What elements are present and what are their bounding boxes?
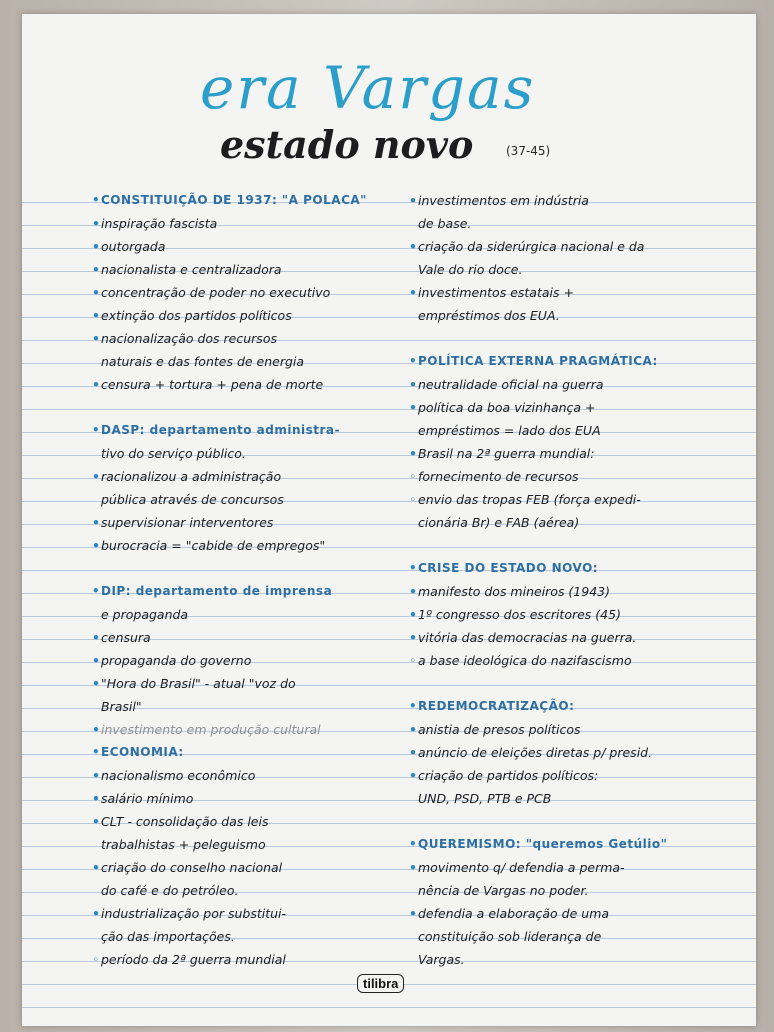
note-text: nacionalismo econômico bbox=[101, 768, 256, 783]
note-text: a base ideológica do nazifascismo bbox=[418, 653, 632, 668]
note-text: criação do conselho nacional bbox=[101, 860, 283, 875]
note-text: outorgada bbox=[101, 239, 166, 254]
note-line bbox=[92, 902, 404, 925]
note-text: manifesto dos mineiros (1943) bbox=[418, 584, 610, 599]
note-line bbox=[409, 373, 744, 396]
note-line bbox=[409, 787, 744, 810]
dot-bullet-icon: • bbox=[409, 377, 417, 392]
note-line bbox=[92, 281, 404, 304]
note-text: movimento q/ defendia a perma- bbox=[418, 860, 625, 875]
note-text: cionária Br) e FAB (aérea) bbox=[418, 515, 580, 530]
note-line bbox=[92, 327, 404, 350]
dot-bullet-icon: • bbox=[92, 285, 100, 300]
dot-bullet-icon: • bbox=[92, 216, 100, 231]
dot-bullet-icon: • bbox=[92, 515, 100, 530]
dot-bullet-icon: • bbox=[92, 768, 100, 783]
note-line bbox=[92, 350, 404, 373]
dot-bullet-icon: • bbox=[92, 262, 100, 277]
note-line bbox=[92, 534, 404, 557]
dot-bullet-icon: • bbox=[409, 193, 417, 208]
note-line bbox=[409, 948, 744, 971]
note-line bbox=[92, 810, 404, 833]
note-text: Vale do rio doce. bbox=[418, 262, 523, 277]
note-text: salário mínimo bbox=[101, 791, 194, 806]
note-text: fornecimento de recursos bbox=[418, 469, 579, 484]
note-text: nência de Vargas no poder. bbox=[418, 883, 589, 898]
section-heading bbox=[409, 695, 744, 718]
dot-bullet-icon: • bbox=[409, 285, 417, 300]
ring-bullet-icon: ◦ bbox=[92, 952, 100, 967]
note-text: anúncio de eleições diretas p/ presid. bbox=[418, 745, 653, 760]
page-subtitle: estado novo bbox=[220, 122, 474, 167]
note-line bbox=[409, 258, 744, 281]
note-line bbox=[92, 258, 404, 281]
section-heading bbox=[409, 557, 744, 580]
note-line bbox=[92, 235, 404, 258]
note-text: constituição sob liderança de bbox=[418, 929, 602, 944]
note-line bbox=[409, 672, 744, 695]
dot-bullet-icon: • bbox=[92, 630, 100, 645]
note-text: criação da siderúrgica nacional e da bbox=[418, 239, 645, 254]
note-line bbox=[92, 603, 404, 626]
note-line bbox=[92, 718, 404, 741]
note-text: "Hora do Brasil" - atual "voz do bbox=[101, 676, 296, 691]
dot-bullet-icon: • bbox=[409, 607, 417, 622]
notebook-page bbox=[22, 14, 756, 1026]
dot-bullet-icon: • bbox=[409, 906, 417, 921]
note-line bbox=[92, 511, 404, 534]
dot-bullet-icon: • bbox=[92, 860, 100, 875]
note-line bbox=[409, 925, 744, 948]
note-line bbox=[409, 603, 744, 626]
note-line bbox=[92, 649, 404, 672]
note-text: supervisionar interventores bbox=[101, 515, 274, 530]
note-line bbox=[92, 879, 404, 902]
dot-bullet-icon: • bbox=[409, 400, 417, 415]
dot-bullet-icon: • bbox=[92, 653, 100, 668]
note-line bbox=[409, 580, 744, 603]
page-title: era Vargas bbox=[200, 54, 536, 122]
note-text: Brasil na 2ª guerra mundial: bbox=[418, 446, 595, 461]
note-line bbox=[409, 327, 744, 350]
dot-bullet-icon: • bbox=[92, 538, 100, 553]
dot-bullet-icon: • bbox=[92, 193, 101, 207]
dot-bullet-icon: • bbox=[409, 768, 417, 783]
note-text: UND, PSD, PTB e PCB bbox=[418, 791, 552, 806]
note-line bbox=[92, 948, 404, 971]
note-text: envio das tropas FEB (força expedi- bbox=[418, 492, 641, 507]
note-line bbox=[409, 235, 744, 258]
note-text: POLÍTICA EXTERNA PRAGMÁTICA: bbox=[418, 354, 658, 368]
note-line bbox=[92, 925, 404, 948]
dot-bullet-icon: • bbox=[409, 699, 418, 713]
dot-bullet-icon: • bbox=[92, 239, 100, 254]
notes-left-column bbox=[92, 189, 404, 971]
note-line bbox=[409, 902, 744, 925]
note-line bbox=[92, 856, 404, 879]
note-line bbox=[409, 810, 744, 833]
dot-bullet-icon: • bbox=[92, 722, 100, 737]
note-line bbox=[409, 856, 744, 879]
note-text: tivo do serviço público. bbox=[101, 446, 246, 461]
note-text: censura + tortura + pena de morte bbox=[101, 377, 324, 392]
note-line bbox=[409, 419, 744, 442]
note-text: REDEMOCRATIZAÇÃO: bbox=[418, 699, 575, 713]
note-text: vitória das democracias na guerra. bbox=[418, 630, 637, 645]
note-line bbox=[92, 626, 404, 649]
note-line bbox=[409, 718, 744, 741]
note-text: 1º congresso dos escritores (45) bbox=[418, 607, 621, 622]
note-line bbox=[409, 626, 744, 649]
note-line bbox=[409, 212, 744, 235]
note-text: período da 2ª guerra mundial bbox=[101, 952, 286, 967]
dot-bullet-icon: • bbox=[92, 814, 100, 829]
section-heading bbox=[409, 833, 744, 856]
note-text: Brasil" bbox=[101, 699, 142, 714]
note-line bbox=[92, 442, 404, 465]
note-text: burocracia = "cabide de empregos" bbox=[101, 538, 326, 553]
dot-bullet-icon: • bbox=[409, 860, 417, 875]
note-text: pública através de concursos bbox=[101, 492, 284, 507]
note-line bbox=[92, 764, 404, 787]
note-text: censura bbox=[101, 630, 151, 645]
note-line bbox=[409, 465, 744, 488]
note-line bbox=[92, 465, 404, 488]
note-line bbox=[92, 373, 404, 396]
dot-bullet-icon: • bbox=[92, 377, 100, 392]
note-text: nacionalização dos recursos bbox=[101, 331, 277, 346]
note-text: política da boa vizinhança + bbox=[418, 400, 596, 415]
section-heading bbox=[92, 419, 404, 442]
ring-bullet-icon: ◦ bbox=[409, 492, 417, 507]
note-line bbox=[409, 741, 744, 764]
dot-bullet-icon: • bbox=[92, 584, 101, 598]
note-text: CRISE DO ESTADO NOVO: bbox=[418, 561, 599, 575]
note-line bbox=[409, 511, 744, 534]
note-line bbox=[409, 649, 744, 672]
note-line bbox=[409, 442, 744, 465]
note-line bbox=[92, 672, 404, 695]
note-text: extinção dos partidos políticos bbox=[101, 308, 292, 323]
note-text: Vargas. bbox=[418, 952, 465, 967]
note-text: racionalizou a administração bbox=[101, 469, 282, 484]
note-text: criação de partidos políticos: bbox=[418, 768, 599, 783]
note-text: CLT - consolidação das leis bbox=[101, 814, 269, 829]
dot-bullet-icon: • bbox=[409, 722, 417, 737]
note-line bbox=[92, 787, 404, 810]
dot-bullet-icon: • bbox=[409, 446, 417, 461]
note-line bbox=[92, 695, 404, 718]
note-line bbox=[409, 189, 744, 212]
dot-bullet-icon: • bbox=[92, 423, 101, 437]
note-text: ção das importações. bbox=[101, 929, 235, 944]
note-text: investimentos estatais + bbox=[418, 285, 574, 300]
note-text: defendia a elaboração de uma bbox=[418, 906, 610, 921]
notes-right-column bbox=[409, 189, 744, 971]
dot-bullet-icon: • bbox=[92, 676, 100, 691]
dot-bullet-icon: • bbox=[92, 906, 100, 921]
note-text: ECONOMIA: bbox=[101, 745, 184, 759]
note-text: empréstimos = lado dos EUA bbox=[418, 423, 601, 438]
section-heading bbox=[92, 741, 404, 764]
note-line bbox=[92, 212, 404, 235]
note-line bbox=[92, 557, 404, 580]
dot-bullet-icon: • bbox=[409, 584, 417, 599]
note-text: do café e do petróleo. bbox=[101, 883, 239, 898]
dot-bullet-icon: • bbox=[92, 308, 100, 323]
note-text: trabalhistas + peleguismo bbox=[101, 837, 266, 852]
note-text: propaganda do governo bbox=[101, 653, 252, 668]
note-text: empréstimos dos EUA. bbox=[418, 308, 560, 323]
section-heading bbox=[92, 580, 404, 603]
note-text: DASP: departamento administra- bbox=[101, 423, 341, 437]
note-text: nacionalista e centralizadora bbox=[101, 262, 282, 277]
note-line bbox=[92, 304, 404, 327]
note-text: de base. bbox=[418, 216, 472, 231]
dot-bullet-icon: • bbox=[409, 630, 417, 645]
note-text: QUEREMISMO: "queremos Getúlio" bbox=[418, 837, 668, 851]
dot-bullet-icon: • bbox=[92, 745, 101, 759]
note-line bbox=[409, 534, 744, 557]
note-text: neutralidade oficial na guerra bbox=[418, 377, 604, 392]
dot-bullet-icon: • bbox=[92, 791, 100, 806]
note-line bbox=[92, 396, 404, 419]
dot-bullet-icon: • bbox=[409, 837, 418, 851]
note-line bbox=[92, 488, 404, 511]
note-text: naturais e das fontes de energia bbox=[101, 354, 305, 369]
dot-bullet-icon: • bbox=[409, 354, 418, 368]
note-line bbox=[409, 879, 744, 902]
note-text: concentração de poder no executivo bbox=[101, 285, 331, 300]
note-line bbox=[409, 488, 744, 511]
note-text: e propaganda bbox=[101, 607, 189, 622]
note-line bbox=[409, 764, 744, 787]
note-text: DIP: departamento de imprensa bbox=[101, 584, 333, 598]
ring-bullet-icon: ◦ bbox=[409, 653, 417, 668]
title-years: (37-45) bbox=[506, 144, 551, 158]
note-line bbox=[92, 833, 404, 856]
note-text: anistia de presos políticos bbox=[418, 722, 581, 737]
dot-bullet-icon: • bbox=[92, 469, 100, 484]
ring-bullet-icon: ◦ bbox=[409, 469, 417, 484]
note-text: investimento em produção cultural bbox=[101, 722, 321, 737]
note-line bbox=[409, 281, 744, 304]
note-text: industrialização por substitui- bbox=[101, 906, 287, 921]
note-text: investimentos em indústria bbox=[418, 193, 589, 208]
dot-bullet-icon: • bbox=[409, 745, 417, 760]
note-line bbox=[409, 304, 744, 327]
section-heading bbox=[92, 189, 404, 212]
section-heading bbox=[409, 350, 744, 373]
note-line bbox=[409, 396, 744, 419]
note-text: inspiração fascista bbox=[101, 216, 218, 231]
dot-bullet-icon: • bbox=[92, 331, 100, 346]
brand-logo: tilibra bbox=[357, 974, 404, 993]
dot-bullet-icon: • bbox=[409, 561, 418, 575]
note-text: CONSTITUIÇÃO DE 1937: "A POLACA" bbox=[101, 193, 367, 207]
dot-bullet-icon: • bbox=[409, 239, 417, 254]
